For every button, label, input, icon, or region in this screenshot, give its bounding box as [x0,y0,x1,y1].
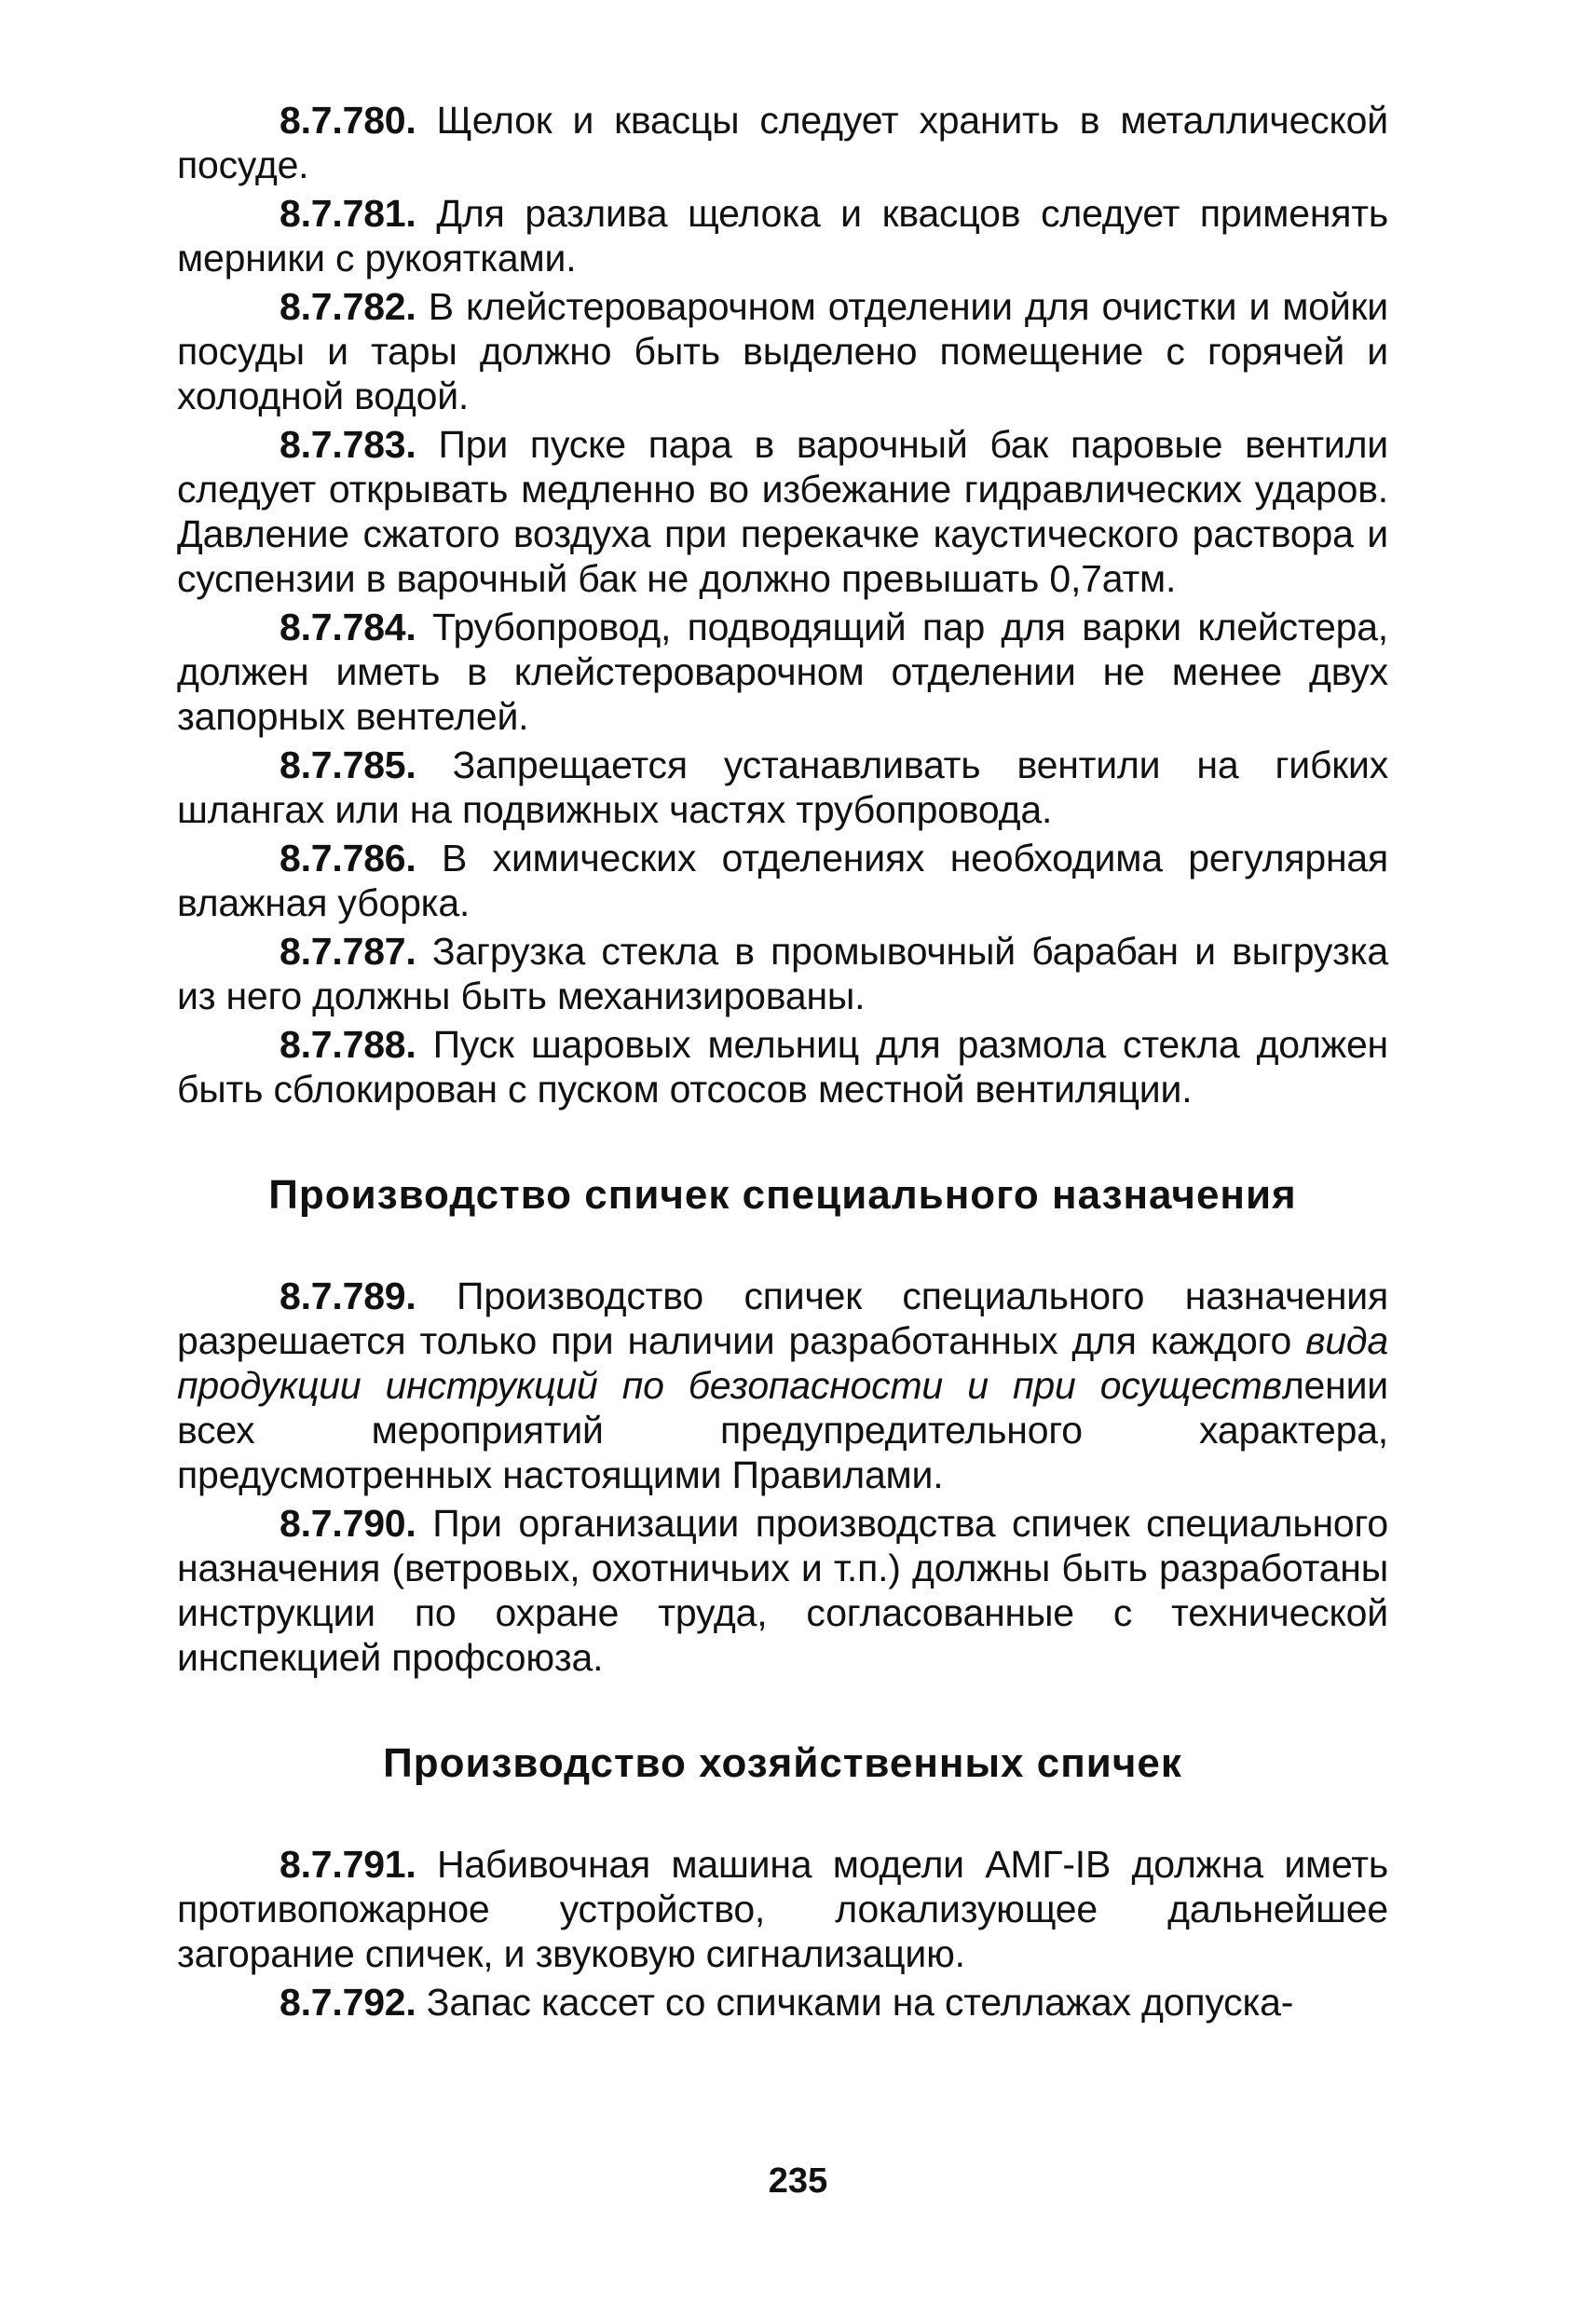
paragraph-8-7-784: 8.7.784. Трубопровод, подводящий пар для варки клейстера, должен иметь в клейстероварочном отделении не менее двух запорных вентелей. [177,606,1388,738]
paragraph-8-7-790: 8.7.790. При организации производства спичек специального назначения (ветровых, охотничьих и т.п.) должны быть разработаны инструкции по охране труда, согласованные с технической инспекцией профсоюза. [177,1502,1388,1679]
paragraph-8-7-792: 8.7.792. Запас кассет со спичками на стеллажах допуска- [280,1981,1294,2024]
section-heading-special-matches: Производство спичек специального назначения [268,1172,1297,1218]
italic-text: вида продукции инструкций по безопасности и при осуществ [177,1319,1388,1407]
paragraph-8-7-781: 8.7.781. Для разлива щелока и квасцов следует применять мерники с рукоятками. [177,192,1388,280]
paragraph-8-7-787: 8.7.787. Загрузка стекла в промывочный барабан и выгрузка из него должны быть механизированы. [177,930,1388,1017]
paragraph-8-7-788: 8.7.788. Пуск шаровых мельниц для размола стекла должен быть сблокирован с пуском отсосов местной вентиляции. [177,1023,1388,1111]
paragraph-8-7-782: 8.7.782. В клейстероварочном отделении для очистки и мойки посуды и тары должно быть выделено помещение с горячей и холодной водой. [177,285,1388,417]
paragraph-8-7-780: 8.7.780. Щелок и квасцы следует хранить в металлической посуде. [177,99,1388,186]
paragraph-8-7-791: 8.7.791. Набивочная машина модели АМГ-IВ должна иметь противопожарное устройство, локализующее дальнейшее загорание спичек, и звуковую сигнализацию. [177,1843,1388,1975]
page-content [177,98,1388,2028]
paragraph-8-7-786: 8.7.786. В химических отделениях необходима регулярная влажная уборка. [177,837,1388,924]
page-number: 235 [768,2161,828,2201]
section-heading-household-matches: Производство хозяйственных спичек [383,1740,1182,1786]
paragraph-8-7-783: 8.7.783. При пуске пара в варочный бак паровые вентили следует открывать медленно во избежание гидравлических ударов. Давление сжатого воздуха при перекачке каустического раствора и суспензии в варочный бак не должно превышать 0,7атм. [177,423,1388,600]
paragraph-8-7-785: 8.7.785. Запрещается устанавливать вентили на гибких шлангах или на подвижных частях трубопровода. [177,743,1388,831]
paragraph-8-7-789: 8.7.789. Производство спичек специального назначения разрешается только при наличии разработанных для каждого вида продукции инструкций по безопасности и при осуществлении всех мероприятий предупредительного характера, предусмотренных настоящими Правилами. [177,1275,1388,1496]
